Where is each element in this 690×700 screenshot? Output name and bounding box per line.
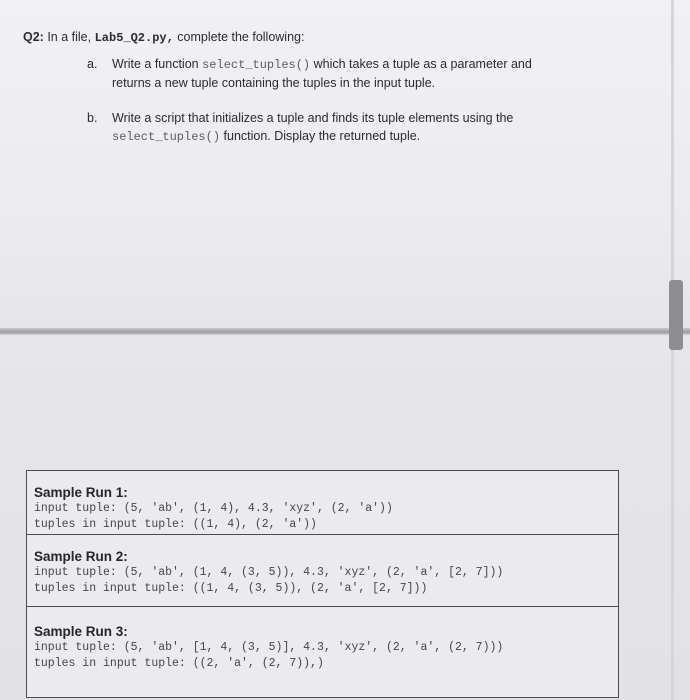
item-a-line2: returns a new tuple containing the tuples in the input tuple. bbox=[112, 76, 436, 90]
sample-run-3-input: input tuple: (5, 'ab', [1, 4, (3, 5)], 4.3, 'xyz', (2, 'a', (2, 7))) bbox=[34, 641, 504, 654]
item-a-text-after: which takes a tuple as a parameter and bbox=[313, 57, 532, 71]
list-item-b bbox=[87, 109, 514, 146]
sample-run-2-input: input tuple: (5, 'ab', (1, 4, (3, 5)), 4.3, 'xyz', (2, 'a', [2, 7])) bbox=[34, 566, 504, 579]
item-a-code: select_tuples() bbox=[202, 58, 311, 72]
sample-run-3 bbox=[27, 606, 618, 697]
sample-run-3-title: Sample Run 3: bbox=[34, 624, 128, 639]
item-b-line1: Write a script that initializes a tuple and finds its tuple elements using the bbox=[112, 111, 514, 125]
item-a-line1 bbox=[112, 55, 532, 74]
sample-runs-table bbox=[26, 470, 619, 698]
question-heading bbox=[23, 30, 304, 45]
question-filename: Lab5_Q2.py, bbox=[94, 31, 174, 45]
item-b-line2 bbox=[112, 127, 513, 146]
sample-run-2-title: Sample Run 2: bbox=[34, 549, 128, 564]
question-intro-after: complete the following: bbox=[177, 30, 305, 44]
sample-run-2-output: tuples in input tuple: ((1, 4, (3, 5)), (2, 'a', [2, 7])) bbox=[34, 582, 428, 595]
sample-run-3-output: tuples in input tuple: ((2, 'a', (2, 7)),) bbox=[34, 657, 324, 670]
item-b-text-after: function. Display the returned tuple. bbox=[223, 129, 421, 143]
question-intro-before: In a file, bbox=[47, 30, 92, 44]
question-label: Q2: bbox=[23, 30, 44, 44]
sample-run-1 bbox=[27, 471, 618, 534]
scrollbar-track[interactable] bbox=[671, 0, 674, 700]
page-divider bbox=[0, 328, 690, 335]
scrollbar-thumb[interactable] bbox=[669, 280, 683, 350]
document-page-upper bbox=[0, 0, 690, 330]
item-a-text-before: Write a function bbox=[112, 57, 199, 71]
sample-run-1-input: input tuple: (5, 'ab', (1, 4), 4.3, 'xyz', (2, 'a')) bbox=[34, 502, 393, 515]
item-b-code: select_tuples() bbox=[112, 130, 221, 144]
list-marker-a: a. bbox=[87, 57, 98, 71]
sample-run-1-title: Sample Run 1: bbox=[34, 485, 128, 500]
list-item-a bbox=[87, 55, 532, 92]
sample-run-1-output: tuples in input tuple: ((1, 4), (2, 'a')) bbox=[34, 518, 317, 531]
list-marker-b: b. bbox=[87, 111, 98, 125]
sample-run-2 bbox=[27, 534, 618, 607]
